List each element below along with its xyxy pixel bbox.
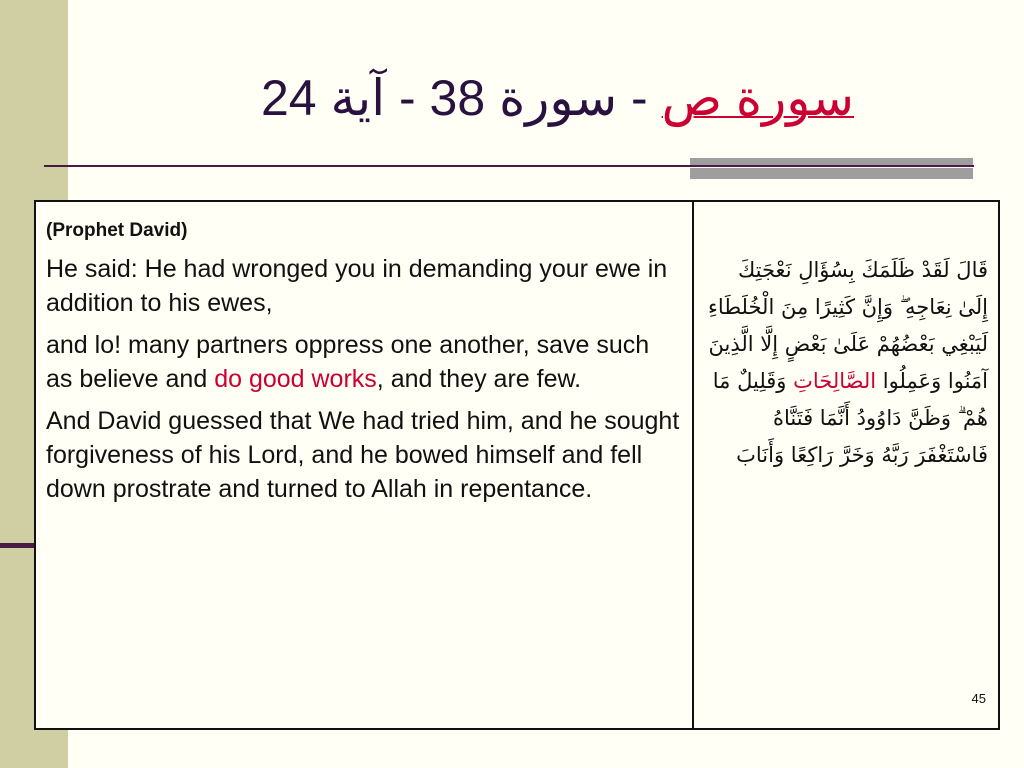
title-divider <box>44 165 974 167</box>
title-divider-gray-bottom <box>690 168 973 179</box>
translation-paragraph-3: And David guessed that We had tried him, and he sought forgiveness of his Lord, and he bowed himself and fell down prostrate and turned to Allah in repentance. <box>46 407 680 503</box>
paragraph-2-text-start: and lo! many partners oppress one another, save such as believe and <box>46 331 650 393</box>
title-rest: - سورة 38 - آية 24 <box>260 70 662 126</box>
title-divider-gray-top <box>690 158 973 165</box>
column-divider <box>692 202 694 728</box>
slide-title <box>70 58 854 138</box>
arabic-verse-column <box>704 252 988 474</box>
translation-column <box>46 220 682 514</box>
highlighted-phrase: do good works <box>214 365 377 393</box>
translation-paragraph-1: He said: He had wronged you in demanding your ewe in addition to his ewes, <box>46 255 668 317</box>
page-number: 45 <box>971 691 986 706</box>
arabic-verse-start: قَالَ لَقَدْ ظَلَمَكَ بِسُؤَالِ نَعْجَتِكَ إِلَىٰ نِعَاجِهِ ۖ وَإِنَّ كَثِيرًا مِنَ الْخُلَطَاءِ لَيَبْغِي بَعْضُهُمْ عَلَىٰ بَعْضٍ إِلَّا الَّذِينَ آمَنُوا وَعَمِلُوا <box>708 258 988 393</box>
translation-paragraph-2 <box>46 328 682 396</box>
arabic-highlighted-word: الصَّالِحَاتِ <box>793 369 877 393</box>
arabic-verse-end: وَقَلِيلٌ مَا هُمْ ۗ وَظَنَّ دَاوُودُ أَنَّمَا فَتَنَّاهُ فَاسْتَغْفَرَ رَبَّهُ وَخَرَّ رَاكِعًا وَأَنَابَ <box>712 369 988 467</box>
content-table <box>34 200 1000 730</box>
surah-link[interactable]: سورة ص <box>661 70 854 126</box>
paragraph-2-text-end: , and they are few. <box>376 365 582 393</box>
section-heading: (Prophet David) <box>46 220 188 241</box>
